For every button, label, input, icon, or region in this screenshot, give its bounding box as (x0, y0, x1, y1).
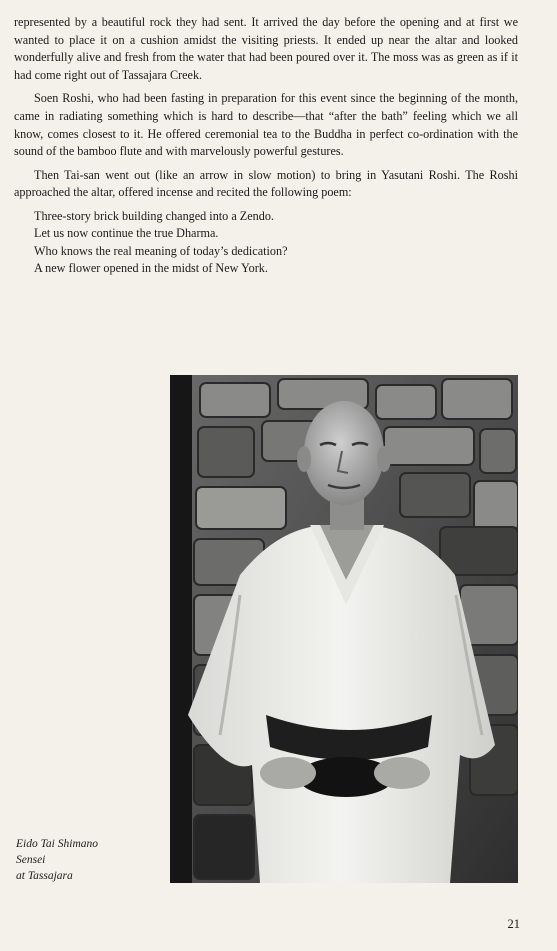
paragraph-rock: represented by a beautiful rock they had sent. It arrived the day before the opening and at first we wanted to place it on a cushion amidst the visiting priests. It ended up near the altar and looked wonderfully alive and fresh from the water that had been poured over it. The moss was as green as if it had come right out of Tassajara Creek. (14, 15, 518, 82)
caption-line: Sensei (16, 854, 46, 866)
photo-caption (16, 836, 156, 884)
poem (34, 208, 518, 278)
poem-line: Three-story brick building changed into a Zendo. (34, 208, 274, 223)
page-number: 21 (507, 917, 520, 931)
portrait-photo (170, 375, 518, 883)
caption-line: Eido Tai Shimano (16, 838, 99, 850)
poem-line: Let us now continue the true Dharma. (34, 226, 219, 241)
caption-line: at Tassajara (16, 870, 73, 882)
article-text (14, 14, 518, 278)
poem-line: A new flower opened in the midst of New York. (34, 261, 268, 276)
paragraph-tai-san: Then Tai-san went out (like an arrow in slow motion) to bring in Yasutani Roshi. The Roshi approached the altar, offered incense and recited the following poem: (14, 167, 518, 200)
portrait-illustration (170, 375, 518, 883)
paragraph-soen-roshi: Soen Roshi, who had been fasting in preparation for this event since the beginning of the month, came in radiating something which is hard to describe—that “after the bath” feeling which we all know, comes closest to it. He offered ceremonial tea to the Buddha in perfect co-ordination with the sound of the bamboo flute and with marvelously powerful gestures. (14, 91, 518, 159)
poem-line: Who knows the real meaning of today’s dedication? (34, 243, 288, 258)
